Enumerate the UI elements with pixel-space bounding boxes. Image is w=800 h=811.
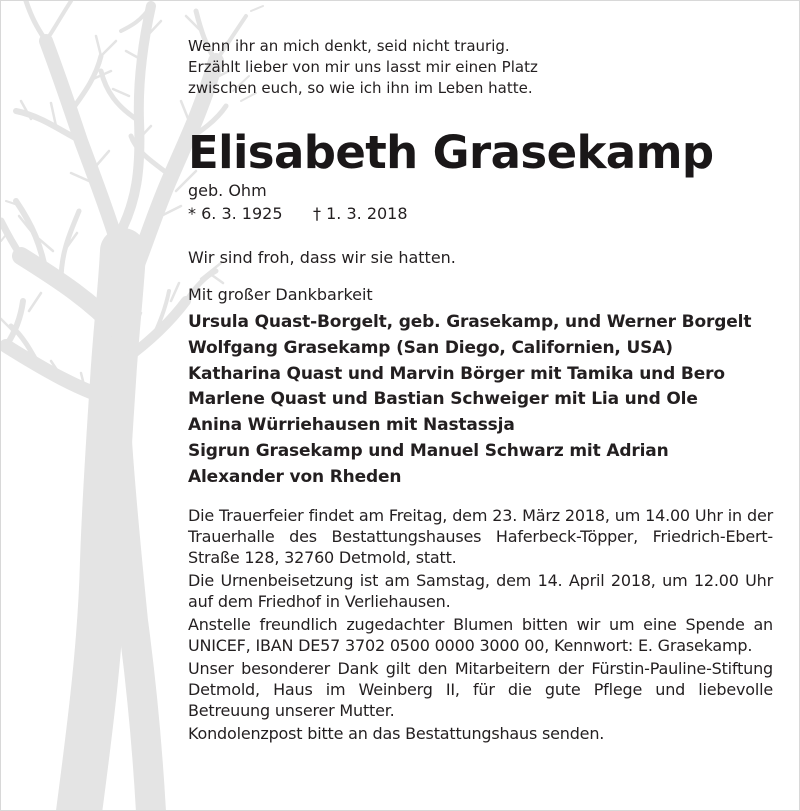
birth-death-dates: * 6. 3. 1925 † 1. 3. 2018 xyxy=(188,204,408,223)
acknowledgement-paragraph: Unser besonderer Dank gilt den Mitarbeitern der Fürstin-Pauline-Stiftung Detmold, Haus im Weinberg II, für die gute Pflege und liebevolle Betreuung unserer Mutter. xyxy=(188,658,773,720)
mourner-entry: Marlene Quast und Bastian Schweiger mit Lia und Ole xyxy=(188,389,698,410)
donation-paragraph: Anstelle freundlich zugedachter Blumen bitten wir um eine Spende an UNICEF, IBAN DE57 3702 0500 0000 3000 00, Kennwort: E. Grasekamp. xyxy=(188,614,773,655)
deceased-name: Elisabeth Grasekamp xyxy=(188,126,714,179)
gratitude-line: Mit großer Dankbarkeit xyxy=(188,285,373,304)
mourner-entry: Ursula Quast-Borgelt, geb. Grasekamp, und Werner Borgelt xyxy=(188,312,752,332)
mourner-entry: Sigrun Grasekamp und Manuel Schwarz mit Adrian xyxy=(188,440,669,461)
poem-line: zwischen euch, so wie ich ihn im Leben hatte. xyxy=(188,79,533,97)
mourner-entry: Katharina Quast und Marvin Börger mit Tamika und Bero xyxy=(188,363,725,384)
mourner-entry: Anina Würriehausen mit Nastassja xyxy=(188,415,515,436)
urn-burial-paragraph: Die Urnenbeisetzung ist am Samstag, dem 14. April 2018, um 12.00 Uhr auf dem Friedhof in Verliehausen. xyxy=(188,570,773,611)
mourner-entry: Wolfgang Grasekamp (San Diego, Californien, USA) xyxy=(188,337,673,358)
notice-content xyxy=(188,36,773,746)
poem-line: Wenn ihr an mich denkt, seid nicht traurig. xyxy=(188,37,510,55)
memorial-poem xyxy=(188,36,773,99)
mourner-entry: Alexander von Rheden xyxy=(188,466,402,487)
funeral-information xyxy=(188,505,773,744)
funeral-service-paragraph: Die Trauerfeier findet am Freitag, dem 23. März 2018, um 14.00 Uhr in der Trauerhalle des Bestattungshauses Haferbeck-Töpper, Friedrich-Ebert-Straße 128, 32760 Detmold, statt. xyxy=(188,505,773,567)
poem-line: Erzählt lieber von mir uns lasst mir einen Platz xyxy=(188,58,538,76)
mourners-list xyxy=(188,310,773,491)
thanks-line: Wir sind froh, dass wir sie hatten. xyxy=(188,248,456,267)
condolence-paragraph: Kondolenzpost bitte an das Bestattungshaus senden. xyxy=(188,723,605,743)
maiden-name: geb. Ohm xyxy=(188,181,267,200)
